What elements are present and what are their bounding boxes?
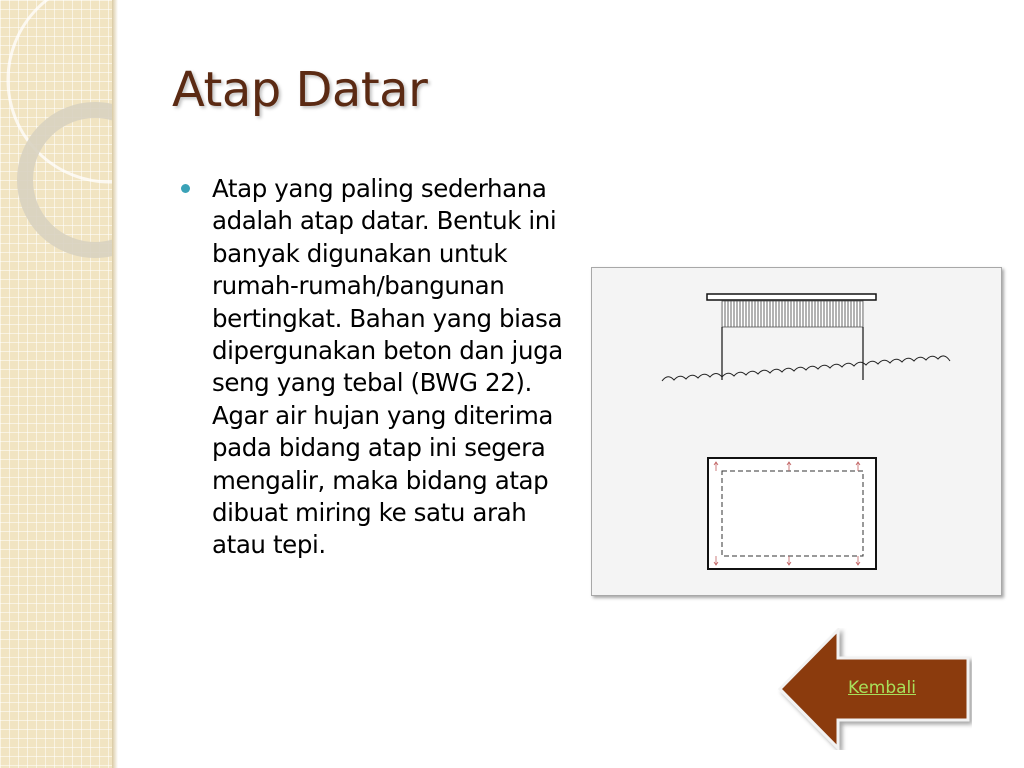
back-button[interactable]	[776, 628, 972, 750]
decorative-sidebar	[0, 0, 112, 768]
roof-beam-hatch	[722, 301, 863, 327]
sidebar-edge	[112, 0, 118, 768]
back-link-label[interactable]: Kembali	[848, 678, 916, 698]
slide-title: Atap Datar	[172, 62, 428, 118]
bullet-paragraph: Atap yang paling sederhana adalah atap datar. Bentuk ini banyak digunakan untuk rumah-rumah/bangunan bertingkat. Bahan yang biasa dipergunakan beton dan juga seng yang tebal (BWG 22). Agar air hujan yang diterima pada bidang atap ini segera mengalir, maka bidang atap dibuat miring ke satu arah atau tepi.	[212, 174, 563, 560]
roof-slab	[707, 294, 876, 300]
roof-plan-outline	[708, 458, 876, 569]
ground-line	[662, 356, 950, 381]
flat-roof-diagram	[591, 267, 1002, 596]
bullet-icon	[181, 184, 190, 193]
decorative-rings-icon	[0, 0, 112, 768]
